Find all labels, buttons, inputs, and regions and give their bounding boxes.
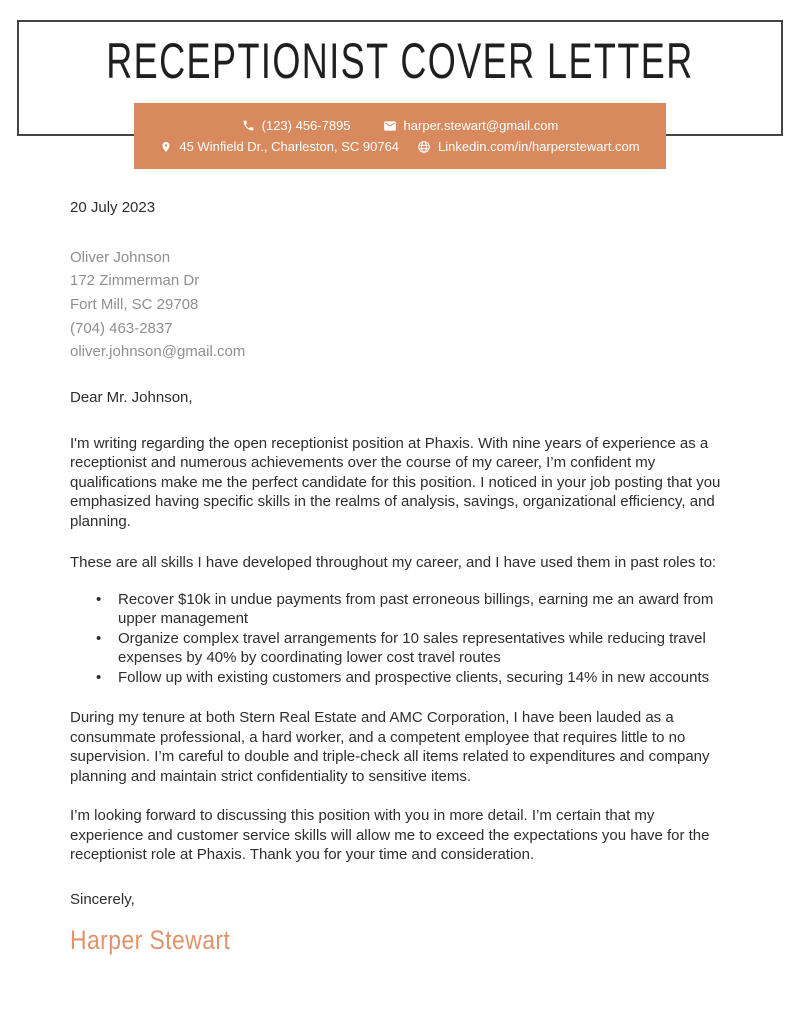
phone-contact xyxy=(242,118,351,133)
location-pin-icon xyxy=(160,140,172,154)
achievement-list xyxy=(70,590,730,688)
recipient-city: Fort Mill, SC 29708 xyxy=(70,295,199,313)
letter-body xyxy=(70,198,730,955)
address-contact xyxy=(160,139,399,154)
recipient-street: 172 Zimmerman Dr xyxy=(70,272,200,290)
signature-name: Harper Stewart xyxy=(70,925,231,956)
salutation: Dear Mr. Johnson, xyxy=(70,389,193,407)
list-item: • Recover $10k in undue payments from past erroneous billings, earning me an award from upper management xyxy=(118,590,730,629)
list-item: • Organize complex travel arrangements for 10 sales representatives while reducing travel expenses by 40% by coordinating lower cost travel routes xyxy=(118,629,730,668)
contact-row-2 xyxy=(160,139,639,154)
closing: Sincerely, xyxy=(70,890,135,908)
street-address: 45 Winfield Dr., Charleston, SC 90764 xyxy=(179,139,400,154)
phone-icon xyxy=(242,119,255,132)
letter-date: 20 July 2023 xyxy=(70,199,156,216)
paragraph-tenure: During my tenure at both Stern Real Estate and AMC Corporation, I have been lauded as a consummate professional, a hard worker, and a competent employee that requires little to no supervision. I’m careful to double and triple-check all items related to expenditures and company planning and maintain strict confidentiality to sensitive items. xyxy=(70,709,710,785)
recipient-name: Oliver Johnson xyxy=(70,248,171,266)
globe-icon xyxy=(417,140,431,154)
contact-banner xyxy=(134,103,666,169)
envelope-icon xyxy=(383,119,397,133)
contact-row-1 xyxy=(242,118,559,133)
list-item: • Follow up with existing customers and prospective clients, securing 14% in new accounts xyxy=(118,668,730,688)
page-title: RECEPTIONIST COVER LETTER xyxy=(106,33,694,89)
paragraph-outro: I’m looking forward to discussing this position with you in more detail. I’m certain that my experience and customer service skills will allow me to exceed the expectations you have for the receptionist role at Phaxis. Thank you for your time and consideration. xyxy=(70,807,710,864)
header xyxy=(0,0,800,169)
recipient-phone: (704) 463-2837 xyxy=(70,319,173,337)
email-contact xyxy=(383,118,559,133)
paragraph-skills-lead: These are all skills I have developed throughout my career, and I have used them in past roles to: xyxy=(70,554,717,572)
paragraph-intro: I'm writing regarding the open receptionist position at Phaxis. With nine years of experience as a receptionist and numerous achievements over the course of my career, I’m confident my qualifications make me the perfect candidate for this position. I noticed in your job posting that you emphasized having specific skills in the realms of analysis, savings, organizational efficiency, and planning. xyxy=(70,434,721,530)
linkedin-url: Linkedin.com/in/harperstewart.com xyxy=(438,139,640,154)
phone-number: (123) 456-7895 xyxy=(261,118,351,133)
email-address: harper.stewart@gmail.com xyxy=(403,118,559,133)
recipient-email: oliver.johnson@gmail.com xyxy=(70,343,246,361)
recipient-block xyxy=(70,246,730,365)
linkedin-contact xyxy=(417,139,640,154)
